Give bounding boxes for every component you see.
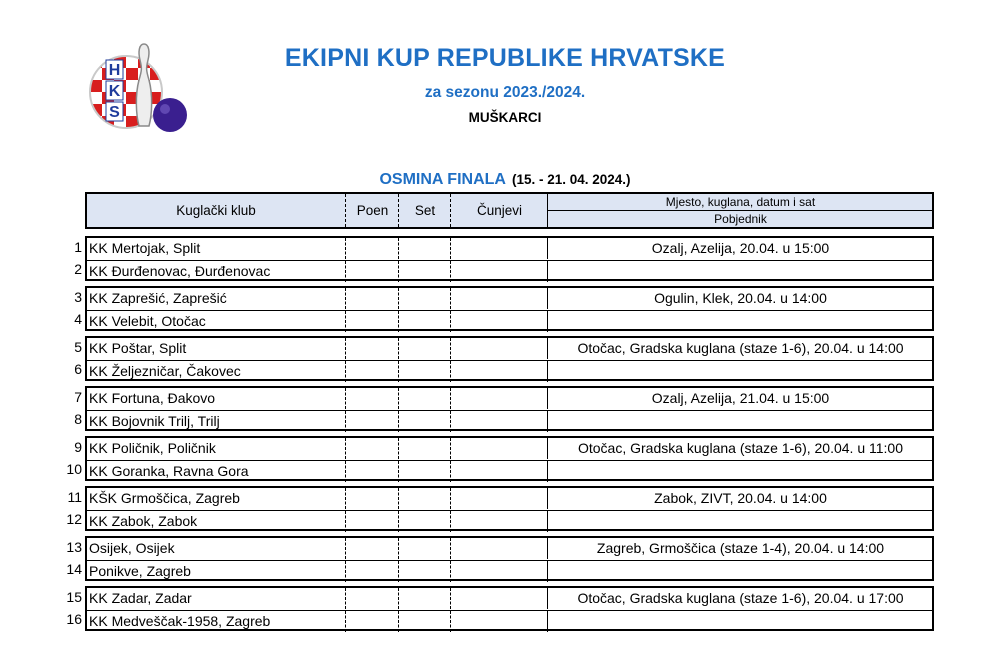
season-subtitle: za sezonu 2023./2024. (424, 84, 586, 101)
table-row (87, 588, 932, 609)
poen-cell (345, 261, 399, 282)
winner-cell (547, 611, 933, 632)
table-header (85, 192, 934, 229)
match-place: Ogulin, Klek, 20.04. u 14:00 (547, 288, 933, 309)
set-cell (398, 338, 451, 359)
cunjevi-cell (450, 561, 548, 582)
row-number: 7 (74, 389, 82, 405)
table-row (87, 610, 932, 632)
set-cell (398, 311, 451, 332)
row-number: 14 (66, 561, 82, 577)
table-row (87, 410, 932, 432)
poen-cell (345, 361, 399, 382)
cunjevi-cell (450, 511, 548, 532)
match-place: Zagreb, Grmoščica (staze 1-4), 20.04. u 14:00 (547, 538, 933, 559)
winner-cell (547, 511, 933, 532)
match-place: Otočac, Gradska kuglana (staze 1-6), 20.04. u 17:00 (547, 588, 933, 609)
cunjevi-cell (450, 261, 548, 282)
table-row (87, 260, 932, 282)
cunjevi-cell (450, 488, 548, 509)
table-row (87, 510, 932, 532)
set-cell (398, 361, 451, 382)
row-number: 4 (74, 311, 82, 327)
home-club: KK Poštar, Split (89, 340, 187, 356)
row-number: 11 (67, 489, 82, 505)
col-header-place-label: Mjesto, kuglana, datum i sat (548, 194, 933, 211)
logo-letter-s: S (109, 104, 120, 121)
set-cell (398, 611, 451, 632)
logo-letter-k: K (108, 83, 121, 100)
poen-cell (345, 561, 399, 582)
home-club: KK Mertojak, Split (89, 240, 201, 256)
match-group (85, 536, 934, 581)
table-row (87, 488, 932, 509)
set-cell (398, 511, 451, 532)
poen-cell (345, 238, 399, 259)
match-group (85, 336, 934, 381)
set-cell (398, 561, 451, 582)
away-club: Ponikve, Zagreb (89, 563, 191, 579)
match-group (85, 386, 934, 431)
row-number: 8 (74, 411, 82, 427)
row-number: 16 (66, 611, 82, 627)
winner-cell (547, 411, 933, 432)
table-row (87, 388, 932, 409)
page-title: EKIPNI KUP REPUBLIKE HRVATSKE (284, 44, 726, 72)
col-header-place (547, 194, 933, 227)
cunjevi-cell (450, 588, 548, 609)
cunjevi-cell (450, 388, 548, 409)
set-cell (398, 411, 451, 432)
set-cell (398, 238, 451, 259)
away-club: KK Medveščak-1958, Zagreb (89, 613, 271, 629)
set-cell (398, 588, 451, 609)
table-row (87, 560, 932, 582)
cunjevi-cell (450, 338, 548, 359)
winner-cell (547, 361, 933, 382)
table-row (87, 238, 932, 259)
away-club: KK Đurđenovac, Đurđenovac (89, 263, 271, 279)
home-club: KK Fortuna, Đakovo (89, 390, 216, 406)
cunjevi-cell (450, 288, 548, 309)
set-cell (398, 261, 451, 282)
col-header-set: Set (398, 194, 451, 227)
poen-cell (345, 461, 399, 482)
cunjevi-cell (450, 361, 548, 382)
table-row (87, 288, 932, 309)
round-name: OSMINA FINALA (379, 171, 506, 188)
match-place: Zabok, ZIVT, 20.04. u 14:00 (547, 488, 933, 509)
round-heading (0, 171, 993, 189)
table-row (87, 438, 932, 459)
row-number: 15 (66, 589, 82, 605)
home-club: KŠK Grmoščica, Zagreb (89, 490, 240, 506)
row-number: 9 (74, 439, 82, 455)
home-club: Osijek, Osijek (89, 540, 175, 556)
poen-cell (345, 511, 399, 532)
set-cell (398, 461, 451, 482)
poen-cell (345, 311, 399, 332)
row-number: 6 (74, 361, 82, 377)
set-cell (398, 488, 451, 509)
set-cell (398, 288, 451, 309)
match-group (85, 586, 934, 631)
poen-cell (345, 438, 399, 459)
cunjevi-cell (450, 411, 548, 432)
away-club: KK Goranka, Ravna Gora (89, 463, 249, 479)
poen-cell (345, 588, 399, 609)
row-number: 5 (74, 339, 82, 355)
away-club: KK Zabok, Zabok (89, 513, 198, 529)
match-group (85, 486, 934, 531)
cunjevi-cell (450, 611, 548, 632)
cunjevi-cell (450, 238, 548, 259)
match-place: Otočac, Gradska kuglana (staze 1-6), 20.04. u 14:00 (547, 338, 933, 359)
set-cell (398, 538, 451, 559)
home-club: KK Zadar, Zadar (89, 590, 192, 606)
winner-cell (547, 311, 933, 332)
match-place: Ozalj, Azelija, 21.04. u 15:00 (547, 388, 933, 409)
match-group (85, 436, 934, 481)
category-label: MUŠKARCI (468, 110, 542, 125)
match-group (85, 286, 934, 331)
row-number: 2 (74, 261, 82, 277)
row-number: 1 (74, 239, 82, 255)
table-row (87, 460, 932, 482)
col-header-winner-label: Pobjednik (714, 212, 767, 226)
poen-cell (345, 538, 399, 559)
cunjevi-cell (450, 538, 548, 559)
row-number: 3 (74, 289, 82, 305)
table-row (87, 310, 932, 332)
poen-cell (345, 488, 399, 509)
col-header-club: Kuglački klub (176, 203, 256, 218)
cunjevi-cell (450, 461, 548, 482)
cunjevi-cell (450, 311, 548, 332)
table-row (87, 360, 932, 382)
poen-cell (345, 288, 399, 309)
winner-cell (547, 561, 933, 582)
match-place: Ozalj, Azelija, 20.04. u 15:00 (547, 238, 933, 259)
poen-cell (345, 411, 399, 432)
away-club: KK Bojovnik Trilj, Trilj (89, 413, 220, 429)
table-row (87, 338, 932, 359)
col-header-cunjevi: Čunjevi (450, 194, 548, 227)
poen-cell (345, 388, 399, 409)
row-number: 13 (66, 539, 82, 555)
winner-cell (547, 461, 933, 482)
home-club: KK Poličnik, Poličnik (89, 440, 216, 456)
row-number: 12 (66, 511, 82, 527)
col-header-poen: Poen (345, 194, 399, 227)
match-group (85, 236, 934, 281)
winner-cell (547, 261, 933, 282)
away-club: KK Velebit, Otočac (89, 313, 206, 329)
poen-cell (345, 611, 399, 632)
away-club: KK Željezničar, Čakovec (89, 363, 241, 379)
set-cell (398, 438, 451, 459)
set-cell (398, 388, 451, 409)
round-dates: (15. - 21. 04. 2024.) (511, 172, 631, 187)
poen-cell (345, 338, 399, 359)
logo-letter-h: H (108, 62, 121, 79)
table-row (87, 538, 932, 559)
match-place: Otočac, Gradska kuglana (staze 1-6), 20.04. u 11:00 (547, 438, 933, 459)
cunjevi-cell (450, 438, 548, 459)
home-club: KK Zaprešić, Zaprešić (89, 290, 227, 306)
row-number: 10 (66, 461, 82, 477)
